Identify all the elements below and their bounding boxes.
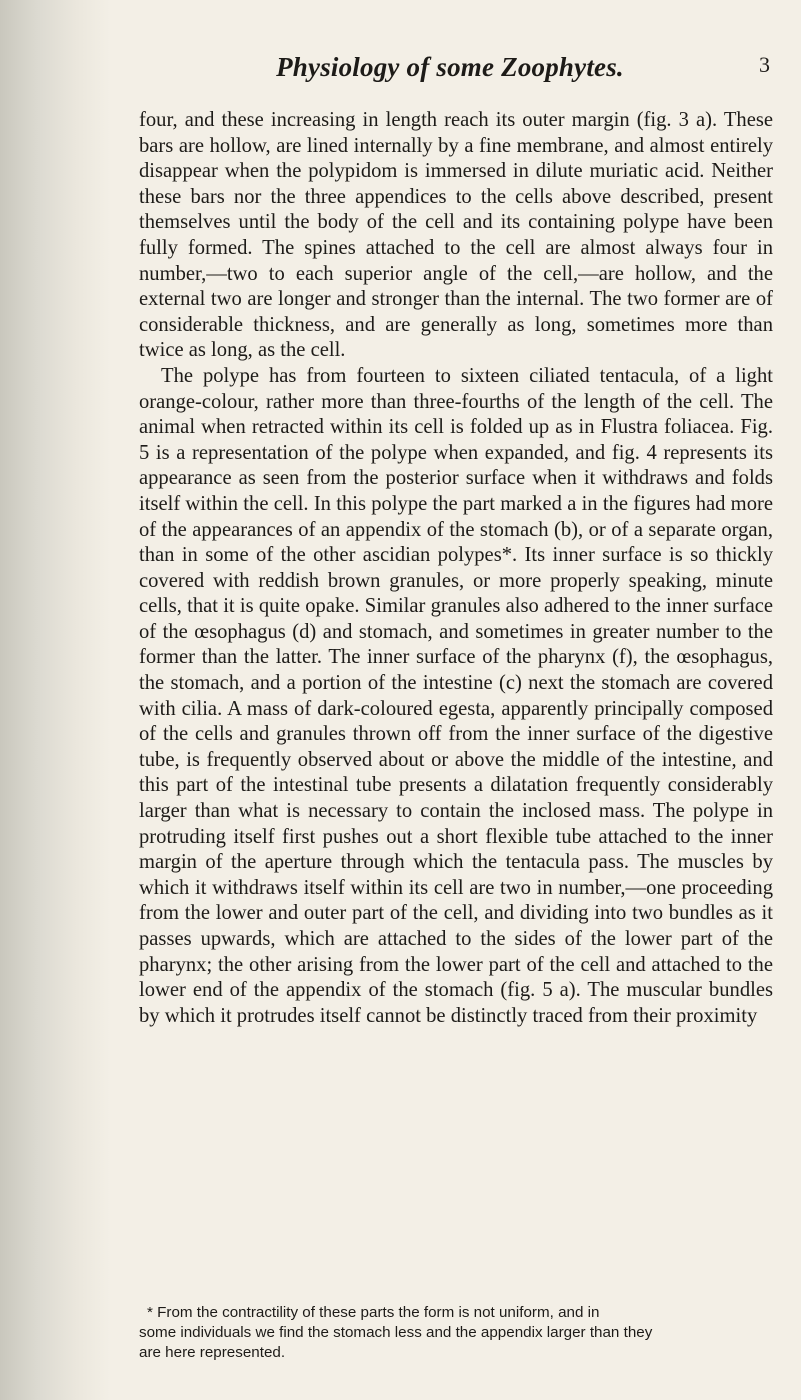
footnote-line-2: some individuals we find the stomach less and the appendix larger than they bbox=[139, 1324, 653, 1341]
footnote-line-3: are here represented. bbox=[139, 1344, 286, 1361]
paragraph-2: The polype has from fourteen to sixteen ciliated tentacula, of a light orange-colour, rather more than three-fourths of the length of the cell. The animal when retracted within its cell is folded up as in Flustra foliacea. Fig. 5 is a representation of the polype when expanded, and fig. 4 represents its appearance as seen from the posterior surface when it withdraws and folds itself within the cell. In this polype the part marked a in the figures had more of the appearances of an appendix of the stomach (b), or of a separate organ, than in some of the other ascidian polypes*. Its inner surface is so thickly covered with reddish brown granules, or more properly speaking, minute cells, that it is quite opake. Similar granules also adhered to the inner surface of the œsophagus (d) and stomach, and sometimes in greater number to the former than the latter. The inner surface of the pharynx (f), the œsophagus, the stomach, and a portion of the intestine (c) next the stomach are covered with cilia. A mass of dark-coloured egesta, apparently principally composed of the cells and granules thrown off from the inner surface of the digestive tube, is frequently observed about or above the middle of the intestine, and this part of the intestinal tube presents a dilatation frequently considerably larger than what is necessary to contain the inclosed mass. The polype in protruding itself first pushes out a short flexible tube attached to the inner margin of the aperture through which the tentacula pass. The muscles by which it withdraws itself within its cell are two in number,—one proceeding from the lower and outer part of the cell, and dividing into two bundles as it passes upwards, which are attached to the sides of the lower part of the pharynx; the other arising from the lower part of the cell and attached to the lower end of the appendix of the stomach (fig. 5 a). The muscular bundles by which it protrudes itself cannot be distinctly traced from their proximity bbox=[139, 364, 773, 1027]
footnote bbox=[139, 1303, 773, 1363]
paragraph-1: four, and these increasing in length reach its outer margin (fig. 3 a). These bars are hollow, are lined internally by a fine membrane, and almost entirely disappear when the polypidom is immersed in dilute muriatic acid. Neither these bars nor the three appendices to the cells above described, present themselves until the body of the cell and its containing polype have been fully formed. The spines attached to the cell are almost always four in number,—two to each superior angle of the cell,—are hollow, and the external two are longer and stronger than the internal. The two former are of considerable thickness, and are generally as long, sometimes more than twice as long, as the cell. bbox=[139, 109, 773, 362]
running-header bbox=[130, 52, 770, 92]
footnote-line-1: * From the contractility of these parts the form is not uniform, and in bbox=[147, 1304, 600, 1321]
running-title: Physiology of some Zoophytes. bbox=[276, 52, 624, 82]
page-number: 3 bbox=[759, 52, 770, 77]
body-text bbox=[139, 108, 773, 1029]
